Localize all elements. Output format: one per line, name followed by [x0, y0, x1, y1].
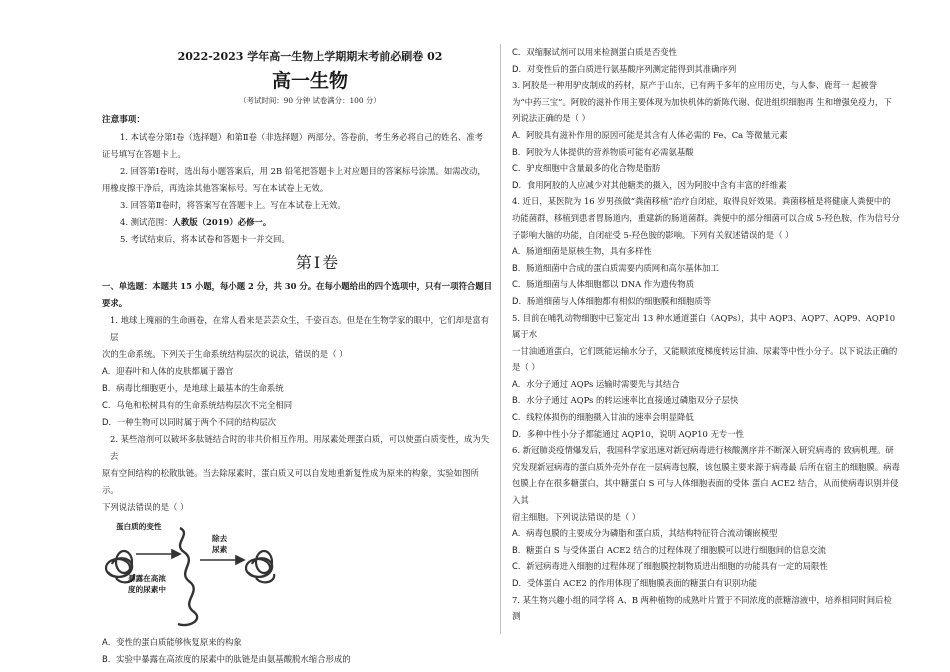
question-stem: 为“中药三宝”。阿胶的滋补作用主要体现为加快机体的新陈代谢、促进组织细胞再 生和增强免疫力，下	[512, 96, 892, 107]
option-b: B．实验中暴露在高浓度的尿素中的肽链是由氨基酸脱水缩合形成的	[102, 654, 351, 664]
question-stem: 5. 目前在哺乳动物细胞中已鉴定出 13 种水通道蛋白（AQPs），其中 AQP3、AQP7、AQP9、AQP10 属于水	[512, 312, 896, 340]
question-stem: 原有空间结构的松散肽链。当去除尿素时，蛋白质又可以自发地重新复性成为原来的构象，实验如图所示。	[102, 468, 479, 495]
option-c: C．线粒体损伤的细胞摄入甘油的速率会明显降低	[512, 412, 694, 423]
question-stem: 2. 某些溶剂可以破坏多肽链结合时的非共价相互作用。用尿素处理蛋白质，可以使蛋白质变性，成为失去	[110, 434, 490, 461]
right-column	[512, 44, 900, 625]
protein-denaturation-figure	[102, 520, 282, 632]
figure-label-remove-2: 尿素	[212, 545, 228, 554]
option-b: B．病毒比细胞更小，是地球上最基本的生命系统	[102, 383, 284, 393]
option-a: A．病毒包膜的主要成分为磷脂和蛋白质，其结构特征符合流动镶嵌模型	[512, 528, 778, 539]
note-line: 3. 回答第Ⅱ卷时，将答案写在答题卡上。写在本试卷上无效。	[120, 200, 346, 210]
option-d: D．多种中性小分子都能通过 AQP10，说明 AQP10 无专一性	[512, 428, 744, 439]
question-stem: 下列说法错误的是（ ）	[102, 502, 189, 512]
option-a: A．水分子通过 AQPs 运输时需要先与其结合	[512, 378, 680, 389]
note-line: 5. 考试结束后，将本试卷和答题卡一并交回。	[120, 234, 290, 244]
unfolded-chain	[178, 528, 197, 625]
question-stem: 6. 新冠肺炎疫情爆发后，我国科学家迅速对新冠病毒进行核酸测序并不断深入研究病毒的 致病机理。研	[512, 445, 894, 456]
option-a: A．肠道细菌是原核生物，具有多样性	[512, 246, 652, 257]
question-stem: 4. 近日，某医院为 16 岁男孩做“粪菌移植”治疗自闭症，取得良好效果。粪菌移植是将健康人粪便中的	[512, 196, 891, 207]
option-a: A．迎春叶和人体的皮肤都属于器官	[102, 366, 234, 376]
question-stem: 是（ ）	[512, 362, 540, 373]
note-scope-label: 4. 测试范围：	[120, 217, 173, 227]
series-title: 2022-2023 学年高一生物上学期期末考前必刷卷 02	[177, 50, 443, 63]
option-d: D．食用阿胶的人应减少对其他糖类的摄入，因为阿胶中含有丰富的纤维素	[512, 179, 787, 190]
option-a: A．变性的蛋白质能够恢复原来的构象	[102, 637, 242, 647]
question-stem: 3. 阿胶是一种用驴皮制成的药材，原产于山东，已有两千多年的应用历史，与人参、鹿茸一 起被誉	[512, 80, 878, 91]
question-stem: 1. 地球上瑰丽的生命画卷，在常人看来是芸芸众生，千姿百态。但是在生物学家的眼中，它们却是富有层	[110, 315, 490, 342]
notes-heading: 注意事项：	[102, 115, 145, 125]
figure-label-urea-1: 暴露在高浓	[128, 574, 166, 583]
option-d: D．对变性后的蛋白质进行氨基酸序列测定能得到其准确序列	[512, 63, 737, 74]
figure-label-remove-1: 除去	[212, 534, 228, 543]
denature-arrow	[136, 550, 180, 558]
question-stem: 宿主细胞。下列说法错误的是（ ）	[512, 511, 641, 522]
note-scope-value: 人教版（2019）必修一。	[172, 217, 272, 227]
note-line: 用橡皮擦干净后，再选涂其他答案标号。写在本试卷上无效。	[102, 183, 329, 193]
exam-info: （考试时间：90 分钟 试卷满分：100 分）	[239, 96, 381, 105]
renature-arrow	[200, 556, 244, 564]
option-d: D．肠道细菌与人体细胞都有相似的细胞膜和细胞质等	[512, 295, 712, 306]
option-c: C．双缩脲试剂可以用来检测蛋白质是否变性	[512, 47, 677, 57]
question-stem: 包膜上存在很多糖蛋白，其中糖蛋白 S 可与人体细胞表面的受体 蛋白 ACE2 结合，从而使病毒识别并侵入其	[512, 478, 899, 506]
note-line: 证号填写在答题卡上。	[102, 149, 186, 159]
option-d: D．受体蛋白 ACE2 的作用体现了细胞膜表面的糖蛋白有识别功能	[512, 578, 758, 588]
note-line: 2. 回答第Ⅰ卷时，选出每小题答案后，用 2B 铅笔把答题卡上对应题目的答案标号涂黑。如需改动，	[120, 166, 486, 176]
folded-protein-right	[246, 551, 274, 582]
section-title: 第Ⅰ卷	[295, 253, 341, 272]
column-divider	[500, 44, 501, 634]
question-stem: 功能菌群，移植到患者胃肠道内，重建新的肠道菌群。粪便中的部分细菌可以合成 5-羟色胺，作为信号分	[512, 212, 900, 223]
option-b: B．肠道细菌中合成的蛋白质需要内质网和高尔基体加工	[512, 262, 719, 273]
option-a: A．阿胶具有滋补作用的原因可能是其含有人体必需的 Fe、Ca 等微量元素	[512, 129, 788, 140]
option-c: C．乌龟和松树具有的生命系统结构层次不完全相同	[102, 400, 293, 410]
option-b: B．阿胶为人体提供的营养物质可能有必需氨基酸	[512, 146, 694, 157]
option-b: B．水分子通过 AQPs 的转运速率比直接通过磷脂双分子层快	[512, 395, 739, 406]
figure-label-urea-2: 度的尿素中	[128, 585, 166, 594]
question-stem: 究发现新冠病毒的蛋白质外壳外存在一层病毒包膜，该包膜主要来源于病毒最 后所在宿主的细胞膜。病毒	[512, 461, 900, 472]
option-d: D．一种生物可以同时属于两个不同的结构层次	[102, 417, 276, 427]
part-heading: 一、单选题：本题共 15 小题，每小题 2 分，共 30 分。在每小题给出的四个选项中，只有一项符合题目要求。	[102, 281, 493, 308]
note-line	[102, 214, 494, 231]
question-stem: 列说法正确的是（ ）	[512, 113, 591, 124]
option-c: C．肠道细菌与人体细胞都以 DNA 作为遗传物质	[512, 279, 695, 290]
option-b: B．糖蛋白 S 与受体蛋白 ACE2 结合的过程体现了细胞膜可以进行细胞间的信息交流	[512, 544, 827, 555]
note-line: 1. 本试卷分第Ⅰ卷（选择题）和第Ⅱ卷（非选择题）两部分。答卷前，考生务必将自己的姓名、准考	[120, 132, 484, 142]
question-stem: 子影响大脑的功能，自闭症受 5-羟色胺的影响。下列有关叙述错误的是（ ）	[512, 229, 794, 240]
left-column	[102, 48, 494, 668]
main-title: 高一生物	[271, 70, 348, 92]
question-stem: 次的生命系统。下列关于生命系统结构层次的说法，错误的是（ ）	[102, 349, 348, 359]
option-c: C．驴皮细胞中含量最多的化合物是脂肪	[512, 163, 661, 174]
question-stem: 7. 某生物兴趣小组的同学将 A、B 两种植物的成熟叶片置于不同浓度的蔗糖溶液中，培养相同时间后检测	[512, 594, 892, 622]
question-stem: 一甘油通道蛋白，它们既能运输水分子，又能顺浓度梯度转运甘油、尿素等中性小分子。以下说法正确的	[512, 345, 898, 356]
figure-label-denature: 蛋白质的变性	[116, 522, 162, 531]
option-c: C．新冠病毒进入细胞的过程体现了细胞膜控制物质进出细胞的功能具有一定的局限性	[512, 561, 828, 572]
